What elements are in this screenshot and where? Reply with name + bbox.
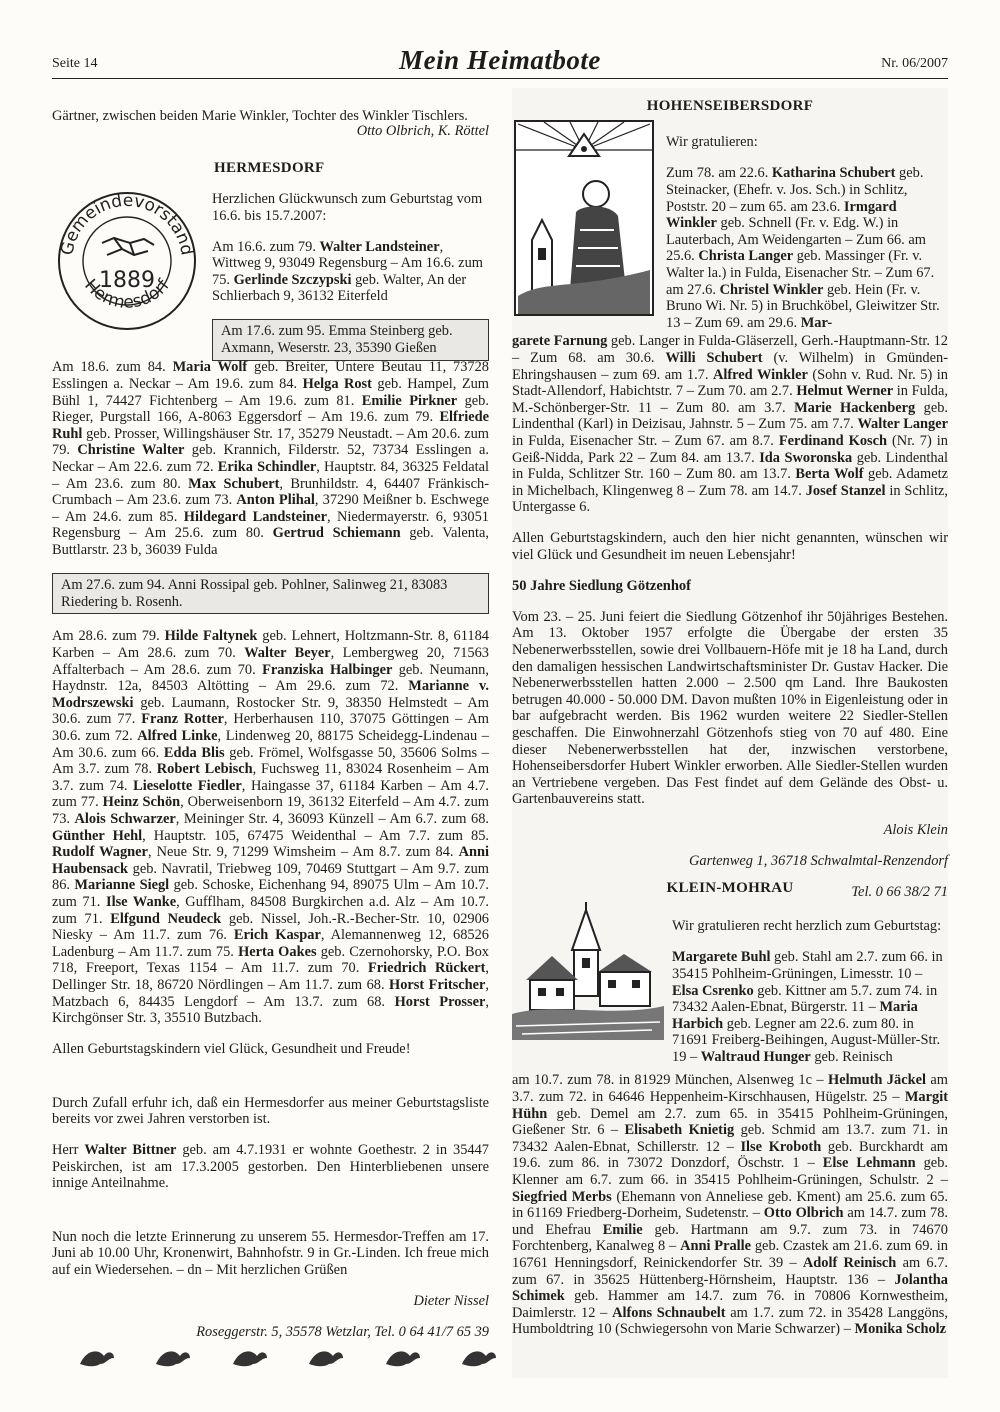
signature-address: Roseggerstr. 5, 35578 Wetzlar, Tel. 0 64 41/7 65 39 xyxy=(196,1323,489,1340)
leaf-ornament-icon xyxy=(384,1346,422,1370)
left-intro xyxy=(52,94,489,154)
saint-woodcut-illustration xyxy=(514,120,654,316)
village-church-illustration xyxy=(512,902,664,1040)
hermesdorf-entries-top: Am 16.6. zum 79. Walter Landsteiner, Wittweg 9, 93049 Regensburg – Am 16.6. zum 75. Gerlinde Szczypski geb. Walter, An der Schlierbach 9, 36132 Eiterfeld xyxy=(212,238,483,305)
klein-mohrau-header xyxy=(512,876,948,901)
birthday-list-1: Am 18.6. zum 84. Maria Wolf geb. Breiter, Untere Beutau 11, 73728 Esslingen a. Neckar – Am 19.6. zum 84. Helga Rost geb. Hampel, Zum Bühl 1, 74427 Fichtenberg – Am 19.6. zum 81. Emilie Pirkner geb. Rieger, Purgstall 166, A-8063 Eggersdorf – Am 19.6. zum 79. Elfriede Ruhl geb. Prosser, Willingshäuser Str. 17, 35279 Neustadt. – Am 20.6. zum 79. Christine Walter geb. Krannich, Filderstr. 52, 73734 Esslingen a. Neckar – Am 22.6. zum 72. Erika Schindler, Hauptstr. 84, 36325 Feldatal – Am 23.6. zum 80. Max Schubert, Brunhildstr. 4, 64407 Fränkisch-Crumbach – Am 23.6. zum 73. Anton Plihal, 37290 Meißner b. Eschwege – Am 24.6. zum 85. Hildegard Landsteiner, Niedermayerstr. 6, 93051 Regensburg – Am 25.6. zum 80. Gertrud Schiemann geb. Valenta, Buttlarstr. 23 b, 36039 Fulda xyxy=(52,359,490,558)
hermesdorf-closing: Allen Geburtstagskindern viel Glück, Gesundheit und Freude! xyxy=(52,1041,411,1058)
signature-name: Dieter Nissel xyxy=(413,1292,489,1309)
klein-mohrau-top-text xyxy=(672,904,948,1080)
leaf-ornament-icon xyxy=(460,1346,498,1370)
leaf-ornament-icon xyxy=(231,1346,269,1370)
hohen-intro: Wir gratulieren: xyxy=(666,134,758,151)
siedlung-text: Vom 23. – 25. Juni feiert die Siedlung Götzenhof ihr 50jähriges Bestehen. Am 13. Oktober 1957 erfolgte die Übergabe der ersten 35 Nebenerwerbsstellen, sowie drei Vollbauern-Höfe mit je 18 ha Land, durch den damaligen hessischen Landwirtschaftsminister Dr. Gustav Hacker. Die Nebenerwerbsstellen hatten 2.000 – 2.500 qm Land. Ihre Baukosten betrugen 40.000 - 50.000 DM. Davon mußten 10% in Eigenleistung oder in bar aufgebracht werden. Bis 1962 wurden weitere 22 Siedler-Stellen geschaffen. Die Einwohnerzahl Götzenhofs stieg von 70 auf 480. Eine dieser Nebenerwerbsstellen hat der, inzwischen verstorbene, Hohenseibersdorfer Hubert Winkler erworben. Alle Siedler-Stellen wurden an Vertriebene vergeben. Das Fest findet auf dem Gelände des Obst- u. Gartenbauvereins statt. xyxy=(512,608,948,808)
siedlung-phone: Tel. 0 66 38/2 71 xyxy=(851,884,948,901)
birthday-list-2: Am 28.6. zum 79. Hilde Faltynek geb. Lehnert, Holtzmann-Str. 8, 61184 Karben – Am 28.6. zum 70. Walter Beyer, Lembergweg 20, 71563 Affalterbach – Am 28.6. zum 70. Franziska Halbinger geb. Neumann, Haydnstr. 12a, 84503 Altötting – Am 29.6. zum 72. Marianne v. Modrszewski geb. Laumann, Rostocker Str. 9, 38350 Helmstedt – Am 30.6. zum 77. Franz Rotter, Herberhausen 110, 37075 Göttingen – Am 30.6. zum 72. Alfred Linke, Lindenweg 20, 88175 Scheidegg-Lindenau – Am 30.6. zum 66. Edda Blis geb. Frömel, Wolfsgasse 50, 35606 Solms – Am 3.7. zum 78. Robert Lebisch, Fuchsweg 11, 83024 Rosenheim – Am 3.7. zum 74. Lieselotte Fiedler, Haingasse 37, 61184 Karben – Am 4.7. zum 77. Heinz Schön, Oberweisenborn 19, 36132 Eiterfeld – Am 4.7. zum 73. Alois Schwarzer, Meininger Str. 4, 36093 Künzell – Am 6.7. zum 68. Günther Hehl, Hauptstr. 105, 67475 Weidenthal – Am 7.7. zum 85. Rudolf Wagner, Neue Str. 9, 71299 Wimsheim – Am 8.7. zum 84. Anni Haubensack geb. Navratil, Triebweg 109, 70469 Stuttgart – Am 9.7. zum 86. Marianne Siegl geb. Schoske, Eichenhang 94, 89075 Ulm – Am 10.7. zum 71. Ilse Wanke, Gufflham, 84508 Burgkirchen a.d. Alz – Am 10.7. zum 71. Elfgund Neudeck geb. Nissel, Joh.-R.-Becher-Str. 10, 02906 Niesky – Am 11.7. zum 76. Erich Kaspar, Alemannenweg 12, 68526 Ladenburg – Am 11.7. zum 75. Herta Oakes geb. Czernohorsky, P.O. Box 718, Freeport, Texas 1154 – Am 11.7. zum 70. Friedrich Rückert, Dellinger Str. 18, 86720 Nördlingen – Am 11.7. zum 68. Horst Fritscher, Matzbach 6, 84435 Lengdorf – Am 13.7. zum 68. Horst Prosser, Kirchgönser Str. 3, 35510 Butzbach. xyxy=(52,628,490,1027)
highlight-box-anni: Am 27.6. zum 94. Anni Rossipal geb. Pohlner, Salinweg 21, 83083 Riedering b. Rosenh. xyxy=(52,573,489,614)
masthead-logo: Mein Heimatbote xyxy=(399,45,601,75)
hermesdorf-greeting: Herzlichen Glückwunsch zum Geburtstag vom 16.6. bis 15.7.2007: xyxy=(212,190,483,224)
siedlung-address: Gartenweg 1, 36718 Schwalmtal-Renzendorf xyxy=(688,853,948,870)
stamp-year: 1889 xyxy=(99,268,155,293)
intro-signature: Otto Olbrich, K. Röttel xyxy=(356,122,489,139)
handshake-icon xyxy=(102,238,154,255)
page-header xyxy=(52,44,948,79)
intro-text: Gärtner, zwischen beiden Marie Winkler, Tochter des Winkler Tischlers. xyxy=(52,108,468,125)
ornament-row xyxy=(78,1346,498,1376)
issue-number: Nr. 06/2007 xyxy=(881,56,948,71)
hermesdorf-header xyxy=(212,156,489,365)
klein-entries-main: am 10.7. zum 78. in 81929 München, Alsenweg 1c – Helmuth Jäckel am 3.7. zum 72. in 64646 Heppenheim-Kirschhausen, Hügelstr. 25 – Margit Hühn geb. Demel am 2.7. zum 65. in 35415 Pohlheim-Grüningen, Gießener Str. 6 – Elisabeth Knietig geb. Schmid am 13.7. zum 71. in 73432 Aalen-Ebnat, Schillerstr. 12 – Ilse Kroboth geb. Burckhardt am 19.6. zum 86. in 73072 Donzdorf, Öschstr. 1 – Else Lehmann geb. Klenner am 6.7. zum 66. in 35415 Pohlheim-Grüningen, Schulstr. 2 – Siegfried Merbs (Ehemann von Anneliese geb. Kment) am 25.6. zum 65. in 61169 Friedberg-Dorheim, Sudetenstr. – Otto Olbrich am 14.7. zum 78. und Ehefrau Emilie geb. Hartmann am 9.7. zum 73. in 74670 Forchtenberg, Kanalweg 8 – Anni Pralle geb. Czastek am 21.6. zum 69. in 16761 Henningsdorf, Reinickendorfer Str. 39 – Adolf Reinisch am 6.7. zum 67. in 35625 Hüttenberg-Hörnsheim, Hauptstr. 136 – Jolantha Schimek geb. Hammer am 14.7. zum 76. in 70806 Kornwestheim, Daimlerstr. 12 – Alfons Schnaubelt am 1.7. zum 72. in 35428 Langgöns, Humboldtring 10 (Schwiegersohn von Marie Schwarzer) – Monika Scholz xyxy=(512,1072,949,1338)
section-title-hohenseibersdorf: HOHENSEIBERSDORF xyxy=(646,98,814,114)
section-title-klein-mohrau: KLEIN-MOHRAU xyxy=(666,880,794,896)
hohenseibersdorf-list xyxy=(512,319,948,915)
hermesdorf-list xyxy=(52,345,489,1355)
klein-mohrau-list xyxy=(512,1058,948,1352)
eye-of-providence-icon xyxy=(581,146,587,152)
hohen-closing: Allen Geburtstagskindern, auch den hier nicht genannten, wünschen wir viel Glück und Gesundheit im neuen Lebensjahr! xyxy=(512,530,948,563)
notice-deceased-1: Durch Zufall erfuhr ich, daß ein Hermesdorfer aus meiner Geburtstagsliste bereits vor zwei Jahren verstorben ist. xyxy=(52,1094,489,1128)
section-title-hermesdorf: HERMESDORF xyxy=(214,160,325,176)
leaf-ornament-icon xyxy=(78,1346,116,1370)
page-number: Seite 14 xyxy=(52,56,98,71)
klein-entries-top: Margarete Buhl geb. Stahl am 2.7. zum 66. in 35415 Pohlheim-Grüningen, Limesstr. 10 – Elsa Csrenko geb. Kittner am 5.7. zum 74. in 73432 Aalen-Ebnat, Bürgerstr. 11 – Maria Harbich geb. Legner am 22.6. zum 80. in 71691 Freiberg-Beihingen, August-Müller-Str. 19 – Waltraud Hunger geb. Reinisch xyxy=(672,949,943,1065)
stamp-text-bottom: Hermesdorf xyxy=(80,275,174,313)
hohen-entries-top: Zum 78. am 22.6. Katharina Schubert geb. Steinacker, (Ehefr. v. Jos. Sch.) in Schlitz, Poststr. 20 – zum 65. am 23.6. Irmgard Winkler geb. Schnell (Fr. v. Edg. W.) in Lauterbach, Am Weidengarten – Zum 66. am 25.6. Christa Langer geb. Massinger (Fr. v. Walter la.) in Fulda, Eisenacher Str. – Zum 67. am 27.6. Christel Winkler geb. Hein (Fr. v. Bruno Wi. Nr. 5) in Bruchköbel, Gleiwitzer Str. 13 – Zum 69. am 29.6. Mar- xyxy=(666,165,940,331)
leaf-ornament-icon xyxy=(154,1346,192,1370)
stamp-text-top: Gemeindevorstand xyxy=(57,190,197,258)
hohenseibersdorf-header xyxy=(512,94,948,119)
hohen-entries-main: garete Farnung geb. Langer in Fulda-Gläserzell, Gerh.-Hauptmann-Str. 12 – Zum 68. am 30.6. Willi Schubert (v. Wilhelm) in Gmünden-Ehringshausen – zum 69. am 1.7. Alfred Winkler (Sohn v. Rud. Nr. 5) in Stadt-Allendorf, Habichtstr. 7 – Zum 70. am 2.7. Helmut Werner in Fulda, M.-Schönberger-Str. 11 – Zum 80. am 3.7. Marie Hackenberg geb. Lindenthal (Karl) in Deizisau, Jahnstr. 5 – Zum 75. am 7.7. Walter Langer in Fulda, Eisenacher Str. – Zum 67. am 8.7. Ferdinand Kosch (Nr. 7) in Geiß-Nidda, Park 22 – Zum 84. am 13.7. Ida Sworonska geb. Lindenthal in Fulda, Schlitzer Str. 160 – Zum 80. am 13.7. Berta Wolf geb. Adametz in Michelbach, Klingenweg 8 – Zum 78. am 14.7. Josef Stanzel in Schlitz, Untergasse 6. xyxy=(512,333,949,516)
gemeindevorstand-stamp xyxy=(52,183,202,333)
siedlung-title: 50 Jahre Siedlung Götzenhof xyxy=(512,577,691,594)
hohenseibersdorf-top-text xyxy=(666,120,948,346)
notice-deceased-2: Herr Walter Bittner geb. am 4.7.1931 er wohnte Goethestr. 2 in 35447 Peiskirchen, ist am 17.3.2005 gestorben. Den Hinterbliebenen unsere innige Anteilnahme. xyxy=(52,1142,489,1192)
klein-intro: Wir gratulieren recht herzlich zum Geburtstag: xyxy=(672,918,942,935)
leaf-ornament-icon xyxy=(307,1346,345,1370)
siedlung-signature: Alois Klein xyxy=(883,822,948,839)
notice-meeting: Nun noch die letzte Erinnerung zu unserem 55. Hermesdor-Treffen am 17. Juni ab 10.00 Uhr, Kronenwirt, Bahnhofstr. 9 in Gr.-Linden. Ich freue mich auf ein Wiedersehen. – dn – Mit herzlichen Grüßen xyxy=(52,1228,489,1278)
highlight-box-emma: Am 17.6. zum 95. Emma Steinberg geb. Axmann, Weserstr. 23, 35390 Gießen xyxy=(212,319,489,360)
